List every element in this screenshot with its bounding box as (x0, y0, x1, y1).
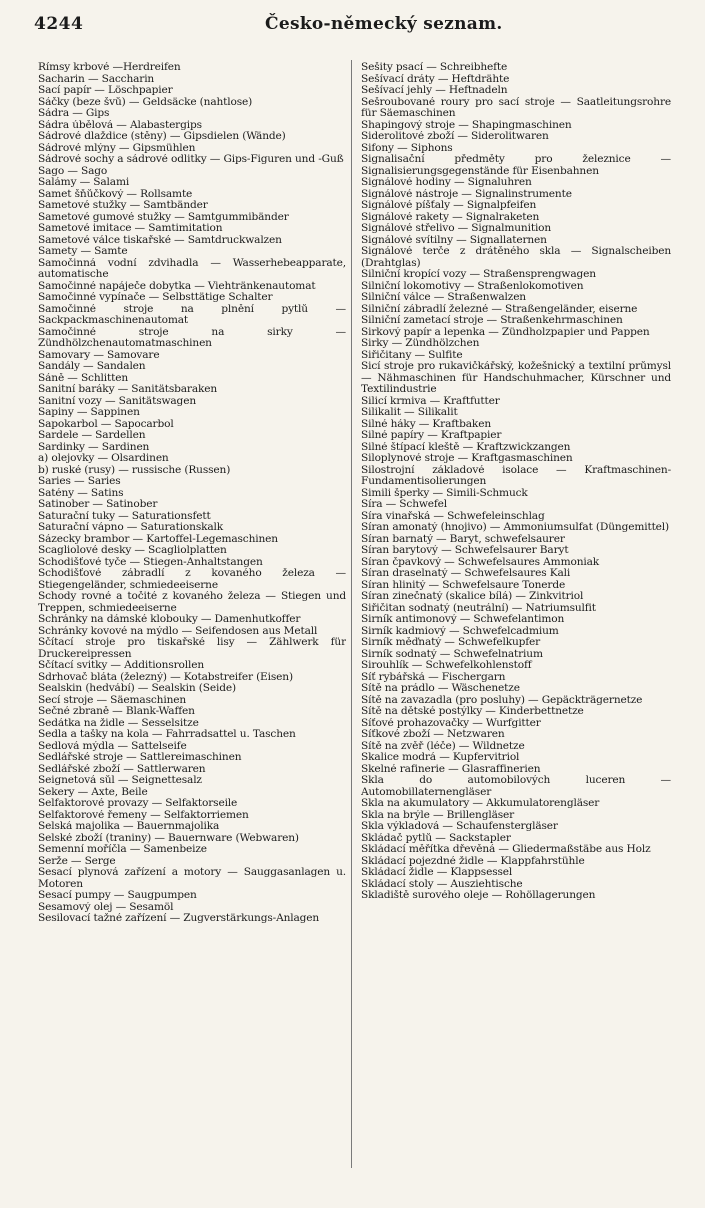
dictionary-entry: Samočinné stroje na plnění pytlů — Sackpackmaschinenautomat (38, 303, 346, 326)
dictionary-entry: Siderolitové zboží — Siderolitwaren (361, 131, 549, 142)
dictionary-entry: Síran hlinitý — Schwefelsaure Tonerde (361, 579, 566, 591)
dictionary-entry: Selfaktorové provazy — Selfaktorseile (38, 798, 238, 809)
dictionary-entry: Secí stroje — Säemaschinen (38, 694, 187, 706)
dictionary-entry: Sešívací dráty — Heftdrähte (361, 73, 510, 85)
dictionary-entry: a) olejovky — Ölsardinen (38, 453, 169, 464)
right-column (361, 62, 671, 902)
column-divider (351, 60, 352, 1168)
dictionary-entry: Sirky — Zündhölzchen (361, 338, 480, 349)
dictionary-entry: Sešívací jehly — Heftnadeln (361, 85, 508, 96)
dictionary-entry: Scagliolové desky — Scagliolplatten (38, 545, 227, 556)
dictionary-entry: Síran barytový — Schwefelsaurer Baryt (361, 545, 569, 556)
dictionary-entry: Seignetová sůl — Seignettesalz (38, 775, 202, 786)
dictionary-entry: Síra — Schwefel (361, 499, 448, 510)
dictionary-entry: Sedlářské zboží — Sattlerwaren (38, 763, 206, 775)
dictionary-entry: Salámy — Salami (38, 177, 130, 188)
dictionary-entry: Římsy krbové —Herdreifen (38, 62, 181, 73)
dictionary-entry: Skládací židle — Klappsessel (361, 867, 513, 878)
dictionary-entry: Silné štípací kleště — Kraftzwickzangen (361, 441, 571, 453)
dictionary-entry: Sedla a tašky na kola — Fahrradsattel u. Taschen (38, 729, 296, 740)
page-title: Česko-německý seznam. (265, 14, 503, 34)
dictionary-entry: Silikalit — Silikalit (361, 407, 458, 418)
dictionary-entry: Sázecky brambor — Kartoffel-Legemaschinen (38, 533, 278, 545)
dictionary-entry: Skládač pytlů — Sackstapler (361, 832, 511, 844)
dictionary-entry: Sítě na zavazadla (pro posluhy) — Gepäckträgernetze (361, 694, 643, 706)
dictionary-entry: Síť rybářská — Fischergarn (361, 671, 506, 683)
dictionary-entry: Sardinky — Sardinen (38, 441, 150, 453)
dictionary-entry: Síťové prohazovačky — Wurfgitter (361, 717, 541, 729)
dictionary-entry: Serže — Serge (38, 855, 116, 867)
dictionary-entry: Síran draselnatý — Schwefelsaures Kali (361, 568, 571, 579)
dictionary-entry: Sedlová mýdla — Sattelseife (38, 740, 187, 752)
dictionary-entry: Sirník kadmiový — Schwefelcadmium (361, 625, 559, 637)
dictionary-entry: Shapingový stroje — Shapingmaschinen (361, 119, 572, 131)
dictionary-entry: Sealskin (hedvábí) — Sealskin (Seide) (38, 683, 236, 694)
dictionary-entry: Šicí stroje pro rukavičkářský, kožešnický a textilní průmysl — Nähmaschinen für Handschuhmacher, Kürschner und Textilindustrie (361, 361, 671, 395)
dictionary-entry: Samočinné stroje na sirky — Zündhölzchenautomatmaschinen (38, 326, 346, 349)
dictionary-entry: Samety — Samte (38, 246, 128, 257)
dictionary-entry: Schodišťové zábradlí z kovaného železa — Stiegengeländer, schmiedeeiserne (38, 568, 346, 591)
dictionary-entry: Silicí krmiva — Kraftfutter (361, 395, 500, 407)
dictionary-entry: Skládací pojezdné židle — Klappfahrstühle (361, 855, 585, 867)
dictionary-entry: Sešity psací — Schreibhefte (361, 62, 508, 73)
dictionary-entry: Sirník antimonový — Schwefelantimon (361, 614, 565, 625)
dictionary-entry: Sandály — Sandalen (38, 361, 146, 372)
dictionary-entry: Samovary — Samovare (38, 349, 160, 361)
dictionary-entry: Silniční válce — Straßenwalzen (361, 292, 526, 303)
dictionary-entry: Síran amonatý (hnojivo) — Ammoniumsulfat (Düngemittel) (361, 522, 670, 533)
dictionary-entry: Sanitní baráky — Sanitätsbaraken (38, 384, 218, 395)
dictionary-entry: Sáčky (beze švů) — Geldsäcke (nahtlose) (38, 96, 253, 108)
dictionary-entry: Skládací stoly — Ausziehtische (361, 878, 523, 890)
dictionary-entry: Simili šperky — Simili-Schmuck (361, 487, 528, 499)
dictionary-entry: Sapiny — Sappinen (38, 407, 140, 418)
dictionary-entry: Schránky kovové na mýdlo — Seifendosen aus Metall (38, 625, 318, 637)
dictionary-entry: Sdrhovač bláta (železný) — Kotabstreifer (Eisen) (38, 671, 293, 683)
dictionary-entry: Schránky na dámské klobouky — Damenhutkoffer (38, 614, 301, 625)
dictionary-entry: b) ruské (rusy) — russische (Russen) (38, 464, 231, 476)
dictionary-entry: Sádra úbělová — Alabastergips (38, 119, 202, 131)
dictionary-entry: Sedátka na židle — Sesselsitze (38, 717, 199, 729)
dictionary-entry: Sago — Sago (38, 165, 108, 177)
dictionary-entry: Sametové stužky — Samtbänder (38, 200, 208, 211)
page-number: 4244 (34, 14, 84, 34)
dictionary-entry: Sesací pumpy — Saugpumpen (38, 890, 197, 901)
dictionary-entry: Schodišťové tyče — Stiegen-Anhaltstangen (38, 556, 263, 568)
dictionary-entry: Signálové terče z drátěného skla — Signalscheiben (Drahtglas) (361, 246, 671, 269)
dictionary-entry: Sádra — Gips (38, 108, 110, 119)
dictionary-entry: Síran zinečnatý (skalice bílá) — Zinkvitriol (361, 591, 584, 602)
dictionary-entry: Sirkový papír a lepenka — Zündholzpapier und Pappen (361, 326, 650, 338)
dictionary-entry: Sádrové mlýny — Gipsmühlen (38, 142, 196, 154)
dictionary-entry: Skla do automobilových luceren — Automobillaternengläser (361, 775, 671, 798)
dictionary-entry: Sítě na dětské postýlky — Kinderbettnetze (361, 706, 584, 717)
dictionary-entry: Siřičitan sodnatý (neutrální) — Natriumsulfit (361, 602, 596, 614)
dictionary-entry: Silniční kropící vozy — Straßensprengwagen (361, 269, 596, 280)
dictionary-entry: Silniční lokomotivy — Straßenlokomotiven (361, 280, 584, 292)
dictionary-entry: Sedlářské stroje — Sattlereimaschinen (38, 752, 242, 763)
dictionary-entry: Samet šňůčkový — Rollsamte (38, 188, 193, 200)
dictionary-entry: Sirník měďnatý — Schwefelkupfer (361, 637, 541, 648)
dictionary-entry: Samočinné napáječe dobytka — Viehtränkenautomat (38, 280, 316, 292)
dictionary-entry: Siřičitany — Sulfite (361, 349, 463, 361)
dictionary-entry: Sádrové dlaždice (stěny) — Gipsdielen (Wände) (38, 131, 286, 142)
dictionary-entry: Silné papíry — Kraftpapier (361, 430, 502, 441)
dictionary-entry: Skla výkladová — Schaufenstergläser (361, 821, 558, 832)
dictionary-entry: Sčítací svitky — Additionsrollen (38, 660, 205, 671)
dictionary-entry: Sekery — Äxte, Beile (38, 786, 148, 798)
dictionary-entry: Sacharin — Saccharin (38, 73, 155, 85)
dictionary-entry: Sčítací stroje pro tiskařské lisy — Zählwerk für Druckereipressen (38, 637, 346, 660)
dictionary-entry: Samočinné vypínače — Selbsttätige Schalter (38, 292, 273, 303)
dictionary-entry: Sametové válce tiskařské — Samtdruckwalzen (38, 234, 282, 246)
dictionary-entry: Signálové hodiny — Signaluhren (361, 177, 532, 188)
left-column (38, 62, 346, 925)
dictionary-entry: Satény — Satins (38, 487, 124, 499)
dictionary-entry: Sesamový olej — Sesamöl (38, 901, 174, 913)
dictionary-entry: Signálové píšťaly — Signalpfeifen (361, 200, 537, 211)
dictionary-entry: Silniční zábradlí železné — Straßengeländer, eiserne (361, 303, 638, 315)
dictionary-entry: Sací papír — Löschpapier (38, 85, 173, 96)
dictionary-entry: Sítě na prádlo — Wäschenetze (361, 683, 520, 694)
dictionary-entry: Skelné rafinerie — Glasraffinerien (361, 763, 541, 775)
dictionary-entry: Síťkové zboží — Netzwaren (361, 729, 505, 740)
dictionary-entry: Signálové střelivo — Signalmunition (361, 223, 552, 234)
dictionary-entry: Selské zboží (traniny) — Bauernware (Webwaren) (38, 832, 299, 844)
dictionary-entry: Sešroubované roury pro sací stroje — Saatleitungsrohre für Säemaschinen (361, 96, 671, 119)
dictionary-entry: Signálové nástroje — Signalinstrumente (361, 188, 572, 200)
dictionary-entry: Sesilovací tažné zařízení — Zugverstärkungs-Anlagen (38, 913, 320, 924)
dictionary-entry: Skla na brýle — Brillengläser (361, 809, 515, 821)
dictionary-entry: Skládací měřítka dřevěná — Gliedermaßstäbe aus Holz (361, 844, 651, 855)
dictionary-entry: Signálové rakety — Signalraketen (361, 211, 540, 223)
dictionary-entry: Skla na akumulatory — Akkumulatorengläser (361, 798, 600, 809)
dictionary-entry: Sesací plynová zařízení a motory — Sauggasanlagen u. Motoren (38, 867, 346, 890)
dictionary-entry: Selfaktorové řemeny — Selfaktorriemen (38, 809, 249, 821)
dictionary-entry: Silné háky — Kraftbaken (361, 418, 491, 430)
dictionary-entry: Schody rovné a točité z kovaného železa — Stiegen und Treppen, schmiedeeiserne (38, 591, 346, 614)
dictionary-entry: Saturační tuky — Saturationsfett (38, 510, 211, 522)
dictionary-entry: Síran barnatý — Baryt, schwefelsaurer (361, 533, 565, 545)
dictionary-entry: Síra vinařská — Schwefeleinschlag (361, 510, 545, 522)
dictionary-entry: Signálové svítilny — Signallaternen (361, 234, 547, 246)
dictionary-entry: Sáně — Schlitten (38, 372, 128, 384)
dictionary-entry: Skalice modrá — Kupfervitriol (361, 752, 520, 763)
dictionary-entry: Síran čpavkový — Schwefelsaures Ammoniak (361, 556, 600, 568)
dictionary-entry: Sirník sodnatý — Schwefelnatrium (361, 648, 543, 660)
dictionary-entry: Silostrojní základové isolace — Kraftmaschinen-Fundamentisolierungen (361, 464, 671, 487)
dictionary-entry: Sítě na zvěř (léče) — Wildnetze (361, 740, 525, 752)
dictionary-entry: Skladiště surového oleje — Rohöllagerungen (361, 890, 596, 901)
dictionary-entry: Sametové gumové stužky — Samtgummibänder (38, 211, 289, 223)
dictionary-entry: Sapokarbol — Sapocarbol (38, 418, 174, 430)
dictionary-entry: Sanitní vozy — Sanitätswagen (38, 395, 196, 407)
dictionary-entry: Sifony — Siphons (361, 142, 453, 154)
dictionary-entry: Saries — Saries (38, 476, 121, 487)
dictionary-entry: Satinober — Satinober (38, 499, 158, 510)
dictionary-entry: Sádrové sochy a sádrové odlitky — Gips-Figuren und -Guß (38, 154, 344, 165)
dictionary-entry: Selská majolika — Bauernmajolika (38, 821, 220, 832)
dictionary-entry: Siloplynové stroje — Kraftgasmaschinen (361, 453, 573, 464)
dictionary-entry: Sametové imitace — Samtimitation (38, 223, 223, 234)
dictionary-entry: Silniční zametací stroje — Straßenkehrmaschinen (361, 315, 623, 326)
dictionary-entry: Sardele — Sardellen (38, 430, 146, 441)
dictionary-entry: Sečné zbraně — Blank-Waffen (38, 706, 195, 717)
dictionary-entry: Saturační vápno — Saturationskalk (38, 522, 224, 533)
dictionary-entry: Sirouhlík — Schwefelkohlenstoff (361, 660, 532, 671)
dictionary-entry: Samočinná vodní zdvihadla — Wasserhebeapparate, automatische (38, 257, 346, 280)
dictionary-entry: Signalisační předměty pro železnice — Signalisierungsgegenstände für Eisenbahnen (361, 154, 671, 177)
dictionary-entry: Semenní moříčla — Samenbeize (38, 844, 207, 855)
